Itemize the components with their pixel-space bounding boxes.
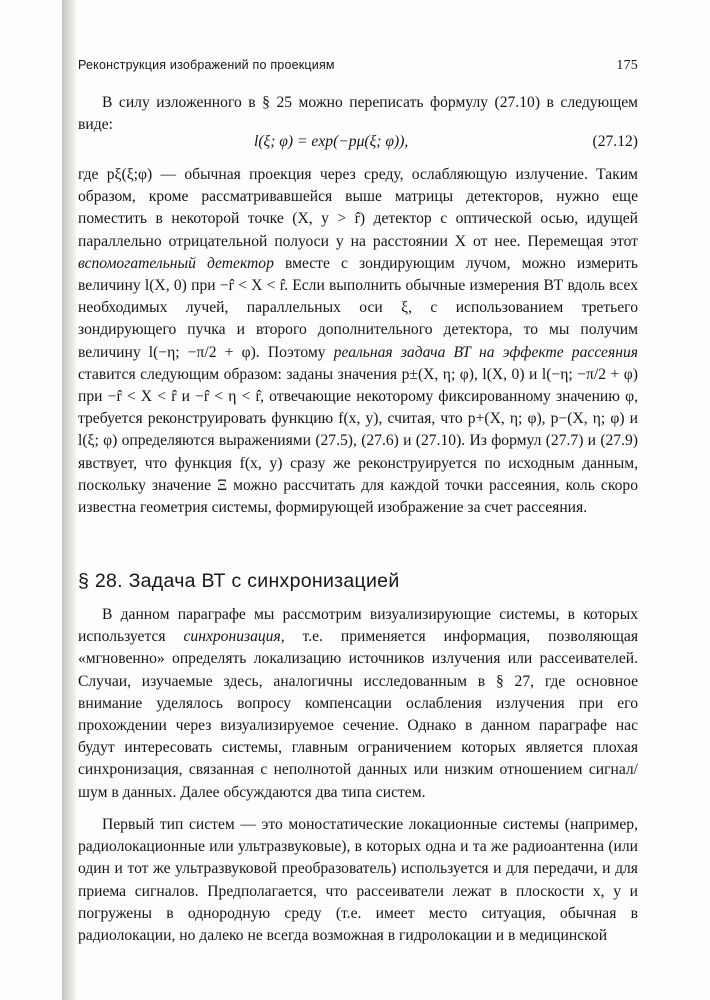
running-header xyxy=(78,58,638,78)
paragraph-1-emphasis-2: реальная задача ВТ на эффекте рассеяния xyxy=(333,343,638,361)
intro-paragraph xyxy=(78,92,638,136)
paragraph-2-seg2: т.е. применяется информация, позволяющая «мгновенно» определять локализацию источников излучения или рассеивателей. Случаи, изучаемые здесь, аналогичны исследованным в § 27, где основное внимание уделялось вопросу компенсации ослабления излучения при его прохождении через визуализируемое сечение. Однако в данном параграфе нас будут интересовать системы, главным ограничением которых является плохая синхронизация, связанная с неполнотой данных или низким отношением сигнал/шум в данных. Далее обсуждаются два типа систем. xyxy=(78,628,638,801)
body-paragraph-2 xyxy=(78,604,638,804)
running-title: Реконструкция изображений по проекциям xyxy=(78,58,335,72)
paragraph-1-seg3: ставится следующим образом: заданы значения p±(X, η; φ), l(X, 0) и l(−η; −π/2 + φ) при −r̂ < X < r̂ и −r̂ < η < r̂, отвечающие некоторому фиксированному значению φ, требуется реконструировать функцию f(x, y), считая, что p+(X, η; φ), p−(X, η; φ) и l(ξ; φ) определяются выражениями (27.5), (27.6) и (27.10). Из формул (27.7) и (27.9) явствует, что функция f(x, y) сразу же реконструируется по исходным данным, поскольку значение Ξ можно рассчитать для каждой точки рассеяния, коль скоро известна геометрия системы, формирующей изображение за счет рассеяния. xyxy=(78,365,638,517)
page-binding-shadow xyxy=(62,0,76,1000)
section-heading: § 28. Задача ВТ с синхронизацией xyxy=(78,570,400,592)
page-number: 175 xyxy=(616,58,638,73)
intro-text: В силу изложенного в § 25 можно переписать формулу (27.10) в следующем виде: xyxy=(78,94,638,134)
paragraph-2-emphasis-1: синхронизация, xyxy=(183,628,285,646)
body-paragraph-3 xyxy=(78,814,638,947)
paragraph-1-seg1: где pξ(ξ;φ) — обычная проекция через среду, ослабляющую излучение. Таким образом, кроме рассматривавшейся выше матрицы детекторов, нужно еще поместить в некоторой точке (X, y > r̂) детектор с оптической осью, идущей параллельно отрицательной полуоси y на расстоянии X от нее. Перемещая этот xyxy=(78,166,638,250)
formula-27-12 xyxy=(78,133,638,157)
paragraph-1-text xyxy=(78,164,638,519)
paragraph-3-text: Первый тип систем — это моностатические локационные системы (например, радиолокационные или ультразвуковые), в которых одна и та же радиоантенна (или один и тот же ультразвуковой преобразователь) используется и для передачи, и для приема сигналов. Предполагается, что рассеиватели лежат в плоскости x, y и погружены в однородную среду (т.е. имеет место ситуация, обычная в радиолокации, но далеко не всегда возможная в гидролокации и в медицинской xyxy=(78,816,638,945)
paragraph-2-text xyxy=(78,604,638,804)
body-paragraph-1 xyxy=(78,164,638,519)
paragraph-1-emphasis-1: вспомогательный детектор xyxy=(78,254,274,272)
formula-number: (27.12) xyxy=(592,133,638,150)
paragraph-2-seg1: В данном параграфе мы рассмотрим визуализирующие системы, в которых используется xyxy=(78,606,638,646)
paragraph-1-seg2: вместе с зондирующим лучом, можно измерить величину l(X, 0) при −r̂ < X < r̂. Если выполнить обычные измерения ВТ вдоль всех необходимых лучей, параллельных оси ξ, с использованием третьего зондирующего пучка и второго дополнительного детектора, то мы получим величину l(−η; −π/2 + φ). Поэтому xyxy=(78,254,639,361)
formula-expression: l(ξ; φ) = exp(−pμ(ξ; φ)), xyxy=(254,133,409,150)
